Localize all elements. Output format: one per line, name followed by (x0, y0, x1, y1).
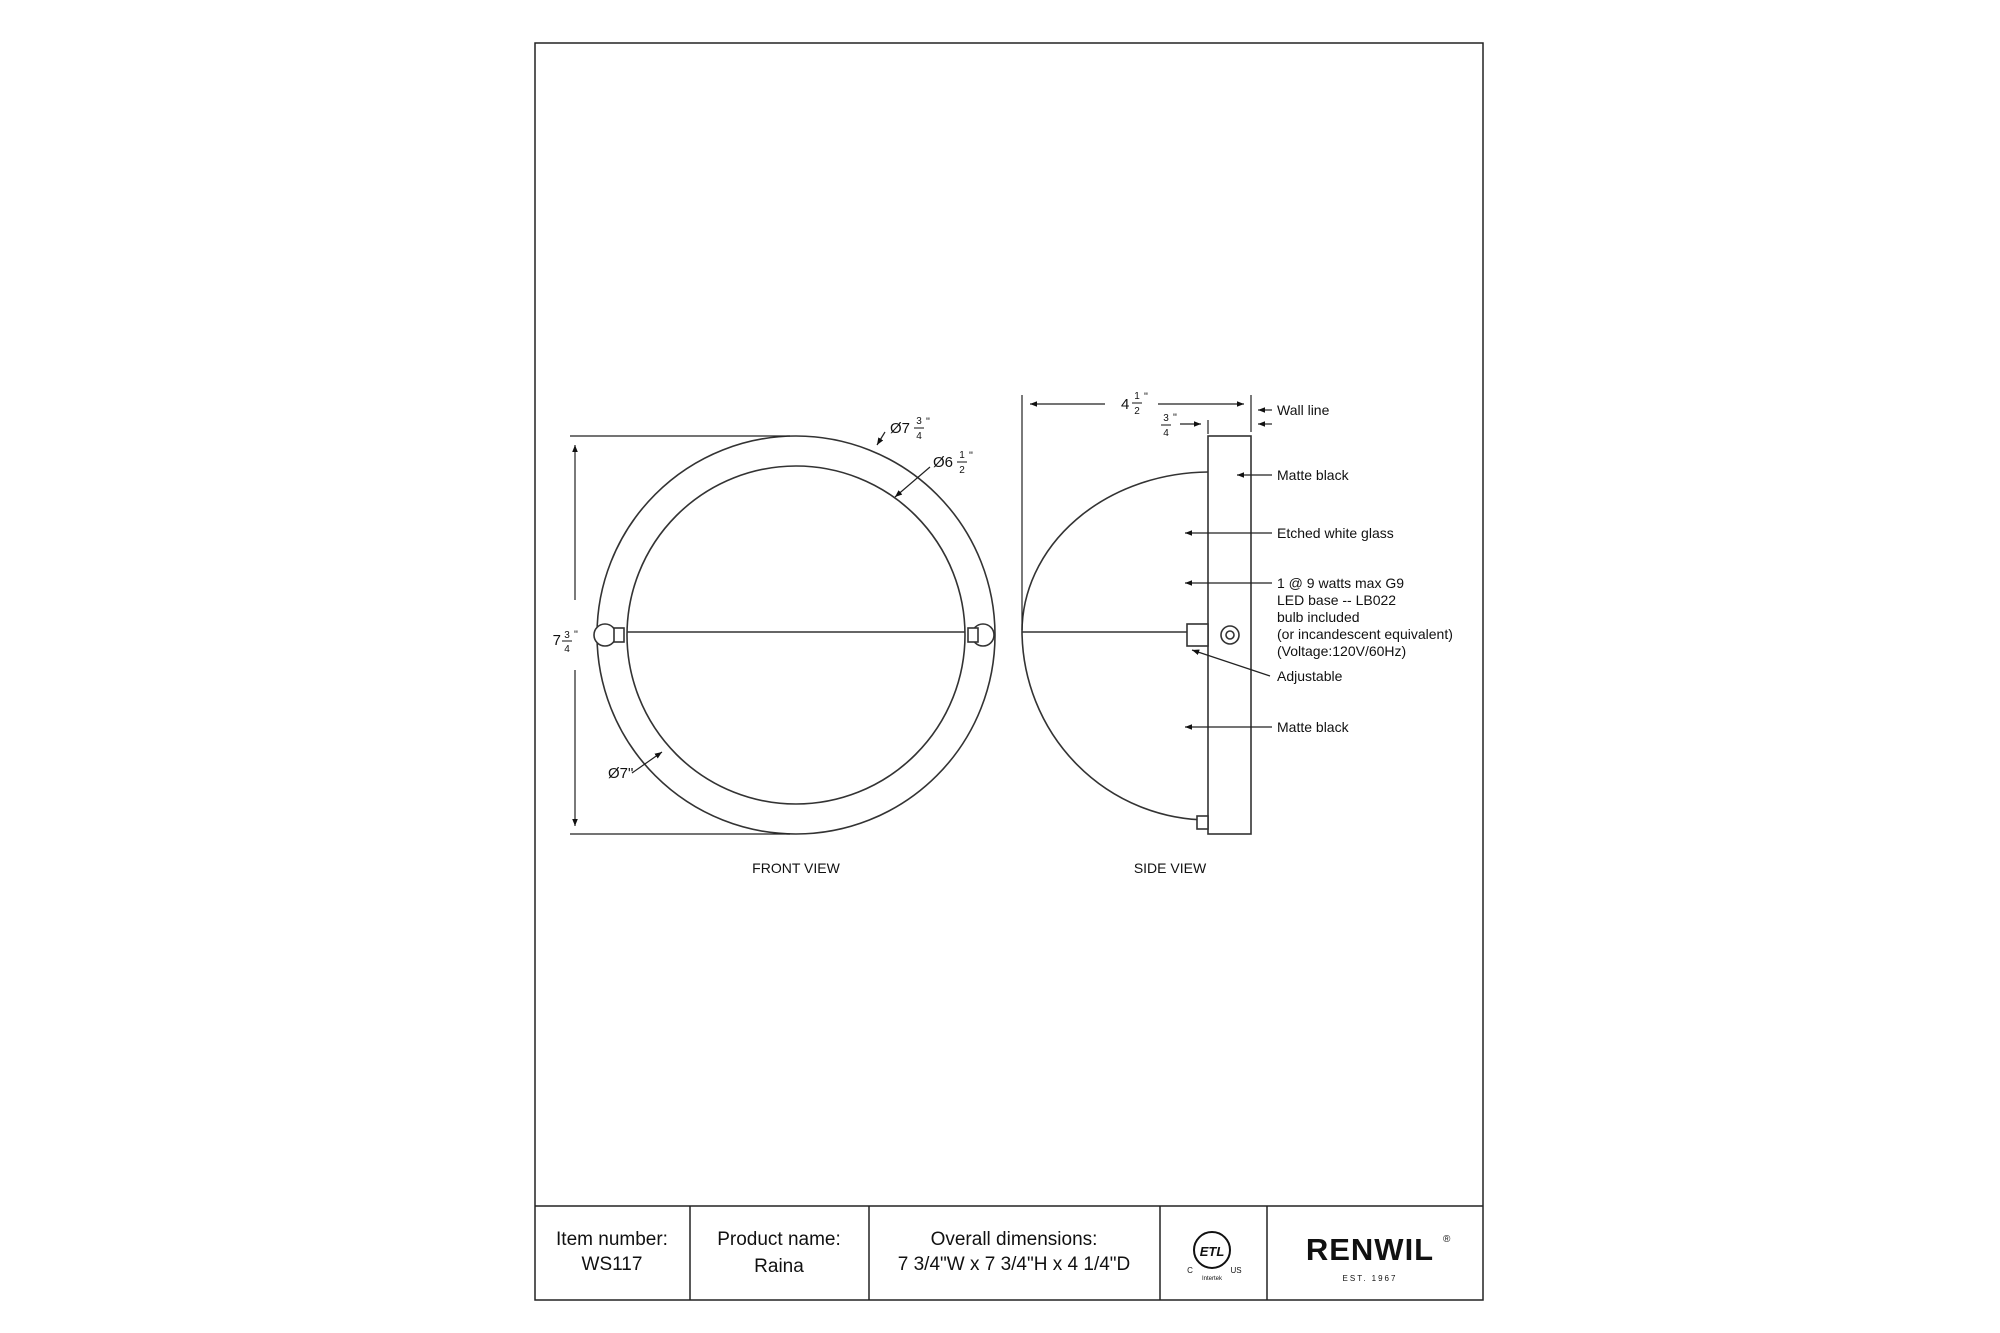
svg-text:": " (574, 629, 578, 641)
side-view-title: SIDE VIEW (1133, 860, 1207, 876)
svg-text:Item number:: Item number: (556, 1229, 668, 1250)
svg-text:(or incandescent equivalent): (or incandescent equivalent) (1277, 626, 1453, 642)
svg-text:3: 3 (1163, 413, 1169, 424)
svg-text:ETL: ETL (1199, 1244, 1225, 1259)
svg-text:Overall dimensions:: Overall dimensions: (930, 1229, 1098, 1250)
svg-text:2: 2 (959, 465, 965, 476)
callout-wall-line: Wall line (1277, 402, 1330, 418)
svg-text:RENWIL: RENWIL (1305, 1232, 1435, 1267)
callout-etched-glass: Etched white glass (1277, 525, 1394, 541)
svg-text:2: 2 (1134, 406, 1140, 417)
svg-text:": " (1144, 391, 1148, 403)
svg-text:Product name:: Product name: (717, 1229, 841, 1250)
pivot-knob-left (594, 624, 616, 646)
svg-text:C: C (1187, 1266, 1193, 1275)
svg-text:Intertek: Intertek (1201, 1276, 1223, 1282)
callout-matte-black-top: Matte black (1277, 467, 1349, 483)
svg-text:US: US (1230, 1266, 1242, 1275)
svg-text:1 @ 9 watts max G9: 1 @ 9 watts max G9 (1277, 575, 1405, 591)
svg-text:(Voltage:120V/60Hz): (Voltage:120V/60Hz) (1277, 643, 1407, 659)
adjust-stem (1187, 624, 1208, 646)
svg-text:Ø6: Ø6 (933, 454, 954, 471)
svg-text:1: 1 (1134, 391, 1140, 402)
svg-text:7: 7 (552, 632, 561, 649)
svg-text:4: 4 (564, 644, 570, 655)
svg-text:1: 1 (959, 450, 965, 461)
svg-text:EST. 1967: EST. 1967 (1342, 1274, 1398, 1283)
front-view-title: FRONT VIEW (752, 860, 840, 876)
svg-text:WS117: WS117 (581, 1254, 643, 1275)
wall-plate (1208, 436, 1251, 834)
svg-text:4: 4 (1121, 396, 1130, 413)
svg-text:4: 4 (1163, 428, 1169, 439)
svg-text:Raina: Raina (754, 1256, 804, 1277)
svg-text:bulb included: bulb included (1277, 609, 1360, 625)
svg-text:": " (1173, 412, 1177, 424)
svg-text:": " (926, 416, 930, 428)
svg-text:4: 4 (916, 431, 922, 442)
svg-text:7 3/4"W x 7 3/4"H x 4 1/4"D: 7 3/4"W x 7 3/4"H x 4 1/4"D (897, 1254, 1131, 1275)
callout-matte-black-bottom: Matte black (1277, 719, 1349, 735)
mount-tab (1197, 816, 1208, 829)
callout-adjustable: Adjustable (1277, 668, 1343, 684)
front-glass-diameter-label: Ø7" (608, 765, 634, 782)
svg-text:®: ® (1443, 1234, 1451, 1245)
svg-text:": " (969, 450, 973, 462)
svg-text:Ø7: Ø7 (890, 420, 911, 437)
pivot-bracket-left (614, 628, 624, 642)
svg-text:3: 3 (564, 630, 570, 641)
svg-text:LED base -- LB022: LED base -- LB022 (1277, 592, 1397, 608)
svg-text:3: 3 (916, 416, 922, 427)
pivot-bracket-right (968, 628, 978, 642)
